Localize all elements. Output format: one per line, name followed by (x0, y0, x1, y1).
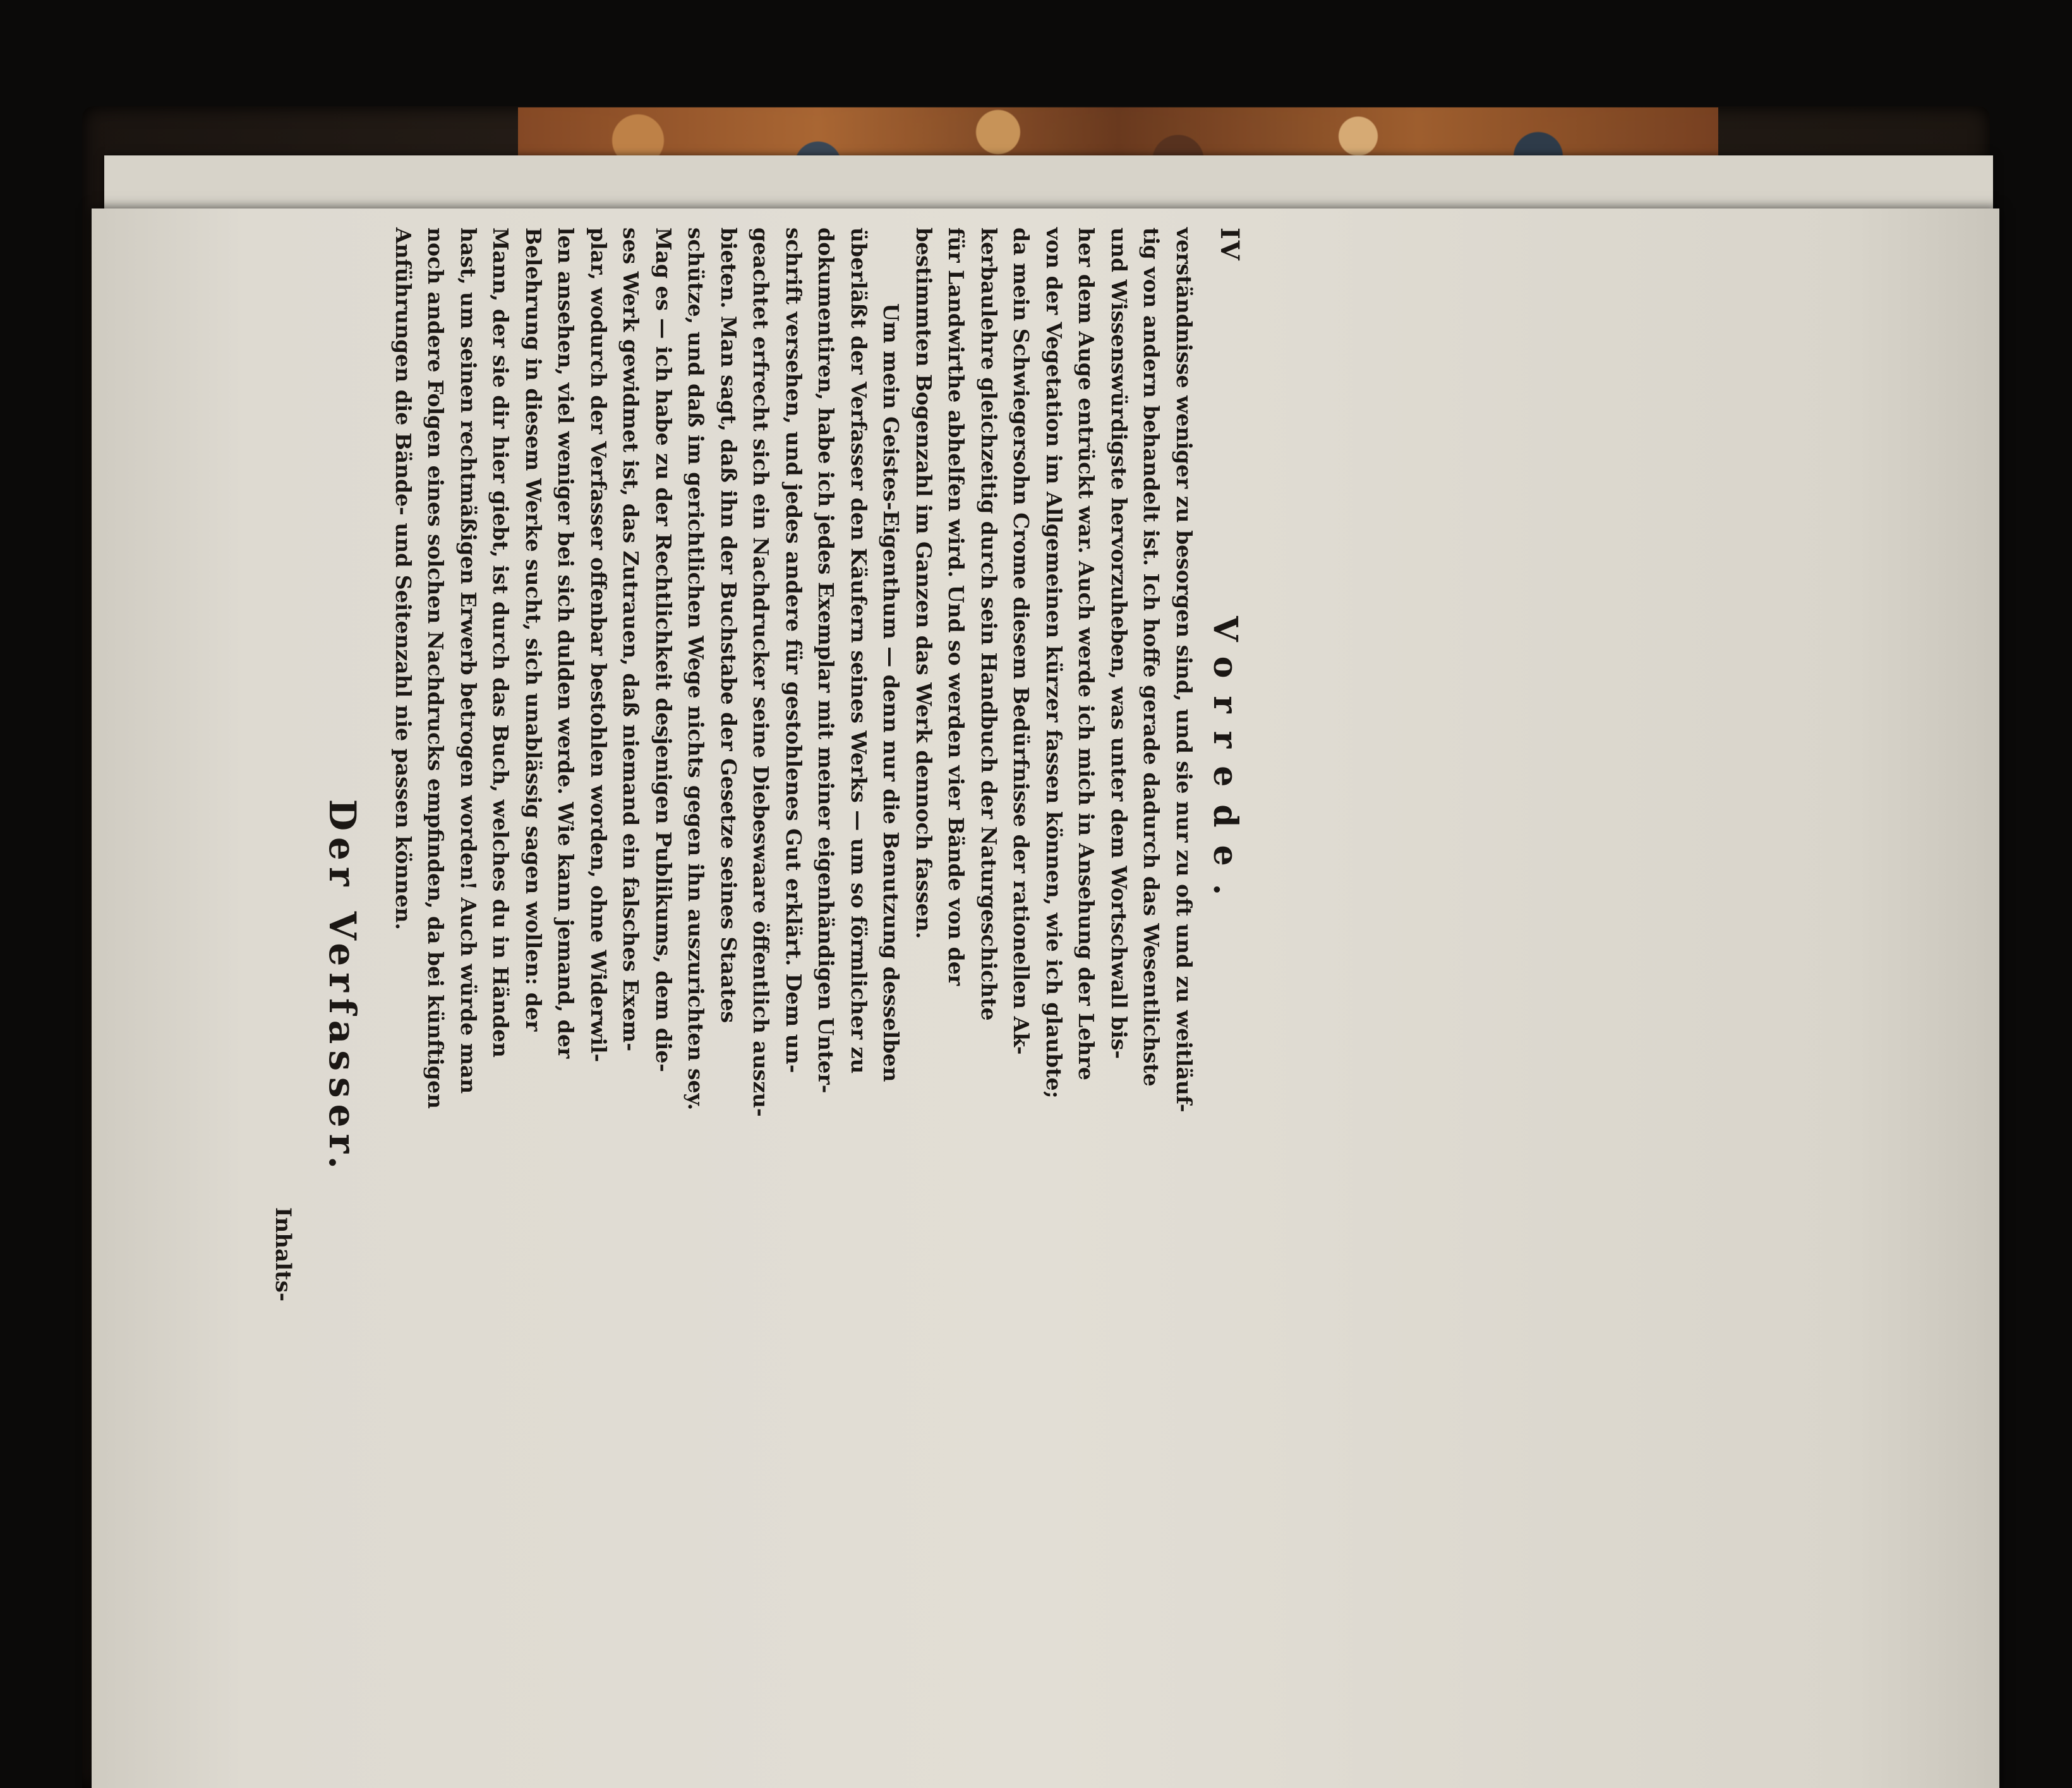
text-line: von der Vegetation im Allgemeinen kürzer fassen können, wie ich glaubte; (1042, 227, 1066, 1099)
signature: Der Verfasser. (321, 799, 364, 1175)
text-line: dokumentiren, habe ich jedes Exemplar mit meiner eigenhändigen Unter- (814, 227, 839, 1094)
text-line: da mein Schwiegersohn Crome diesem Bedürfnisse der rationellen Ak- (1009, 227, 1034, 1055)
paragraph-1 (908, 227, 1201, 1302)
text-line: Anführungen die Bände- und Seitenzahl nie passen können. (391, 227, 416, 931)
text-line: und Wissenswürdigste hervorzuheben, was unter dem Wortschwall bis- (1107, 227, 1131, 1060)
text-line: plar, wodurch der Verfasser offenbar bestohlen worden, ohne Widerwil- (586, 227, 611, 1063)
text-line: bestimmten Bogenzahl im Ganzen das Werk dennoch fassen. (912, 227, 936, 939)
text-line: bieten. Man sagt, daß ihn der Buchstabe der Gesetze seines Staates (716, 227, 741, 1024)
text-line: Um mein Geistes-Eigenthum — denn nur die Benutzung desselben (879, 303, 904, 1082)
text-line: noch andere Folgen eines solchen Nachdrucks empfinden, da bei künftigen (423, 227, 449, 1109)
text-line: verständnisse weniger zu besorgen sind, und sie nur zu oft und zu weitläuf- (1172, 227, 1196, 1113)
text-line: schütze, und daß im gerichtlichen Wege nichts gegen ihn auszurichten sey. (684, 227, 709, 1111)
text-line: Belehrung in diesem Werke sucht, sich unablässig sagen wollen: der (521, 227, 546, 1032)
text-line: geachtet erfrecht sich ein Nachdrucker seine Diebeswaare öffentlich auszu- (749, 227, 774, 1117)
text-line: kerbaulehre gleichzeitig durch sein Handbuch der Naturgeschichte (977, 227, 1001, 1021)
paragraph-2 (387, 227, 908, 1302)
text-line: überläßt der Verfasser den Käufern seines Werks — um so förmlicher zu (846, 227, 871, 1074)
text-line: her dem Auge entrückt war. Auch werde ich mich in Ansehung der Lehre (1074, 227, 1099, 1080)
text-line: Mag es — ich habe zu der Rechtlichkeit desjenigen Publikums, dem die- (651, 227, 676, 1072)
catchword: Inhalts- (270, 1207, 296, 1302)
text-line: schrift versehen, und jedes andere für gestohlenes Gut erklärt. Dem un- (781, 227, 806, 1073)
page-text-block (270, 227, 1244, 1302)
page-heading: Vorrede. (1206, 616, 1244, 913)
page-header (1200, 227, 1244, 1302)
page-number: IV (1215, 227, 1244, 262)
text-line: Mann, der sie dir hier giebt, ist durch das Buch, welches du in Händen (488, 227, 514, 1058)
text-line: tig von andern behandelt ist. Ich hoffe gerade dadurch das Wesentlichste (1139, 227, 1164, 1087)
text-line: ses Werk gewidmet ist, das Zutrauen, daß niemand ein falsches Exem- (618, 227, 644, 1052)
text-line: len ansehen, viel weniger bei sich dulden werde. Wie kann jemand, der (553, 227, 579, 1059)
text-line: für Landwirthe abhelfen wird. Und so werden vier Bände von der (944, 227, 969, 986)
text-line: hast, um seinen rechtmäßigen Erwerb betrogen worden! Auch würde man (456, 227, 481, 1094)
